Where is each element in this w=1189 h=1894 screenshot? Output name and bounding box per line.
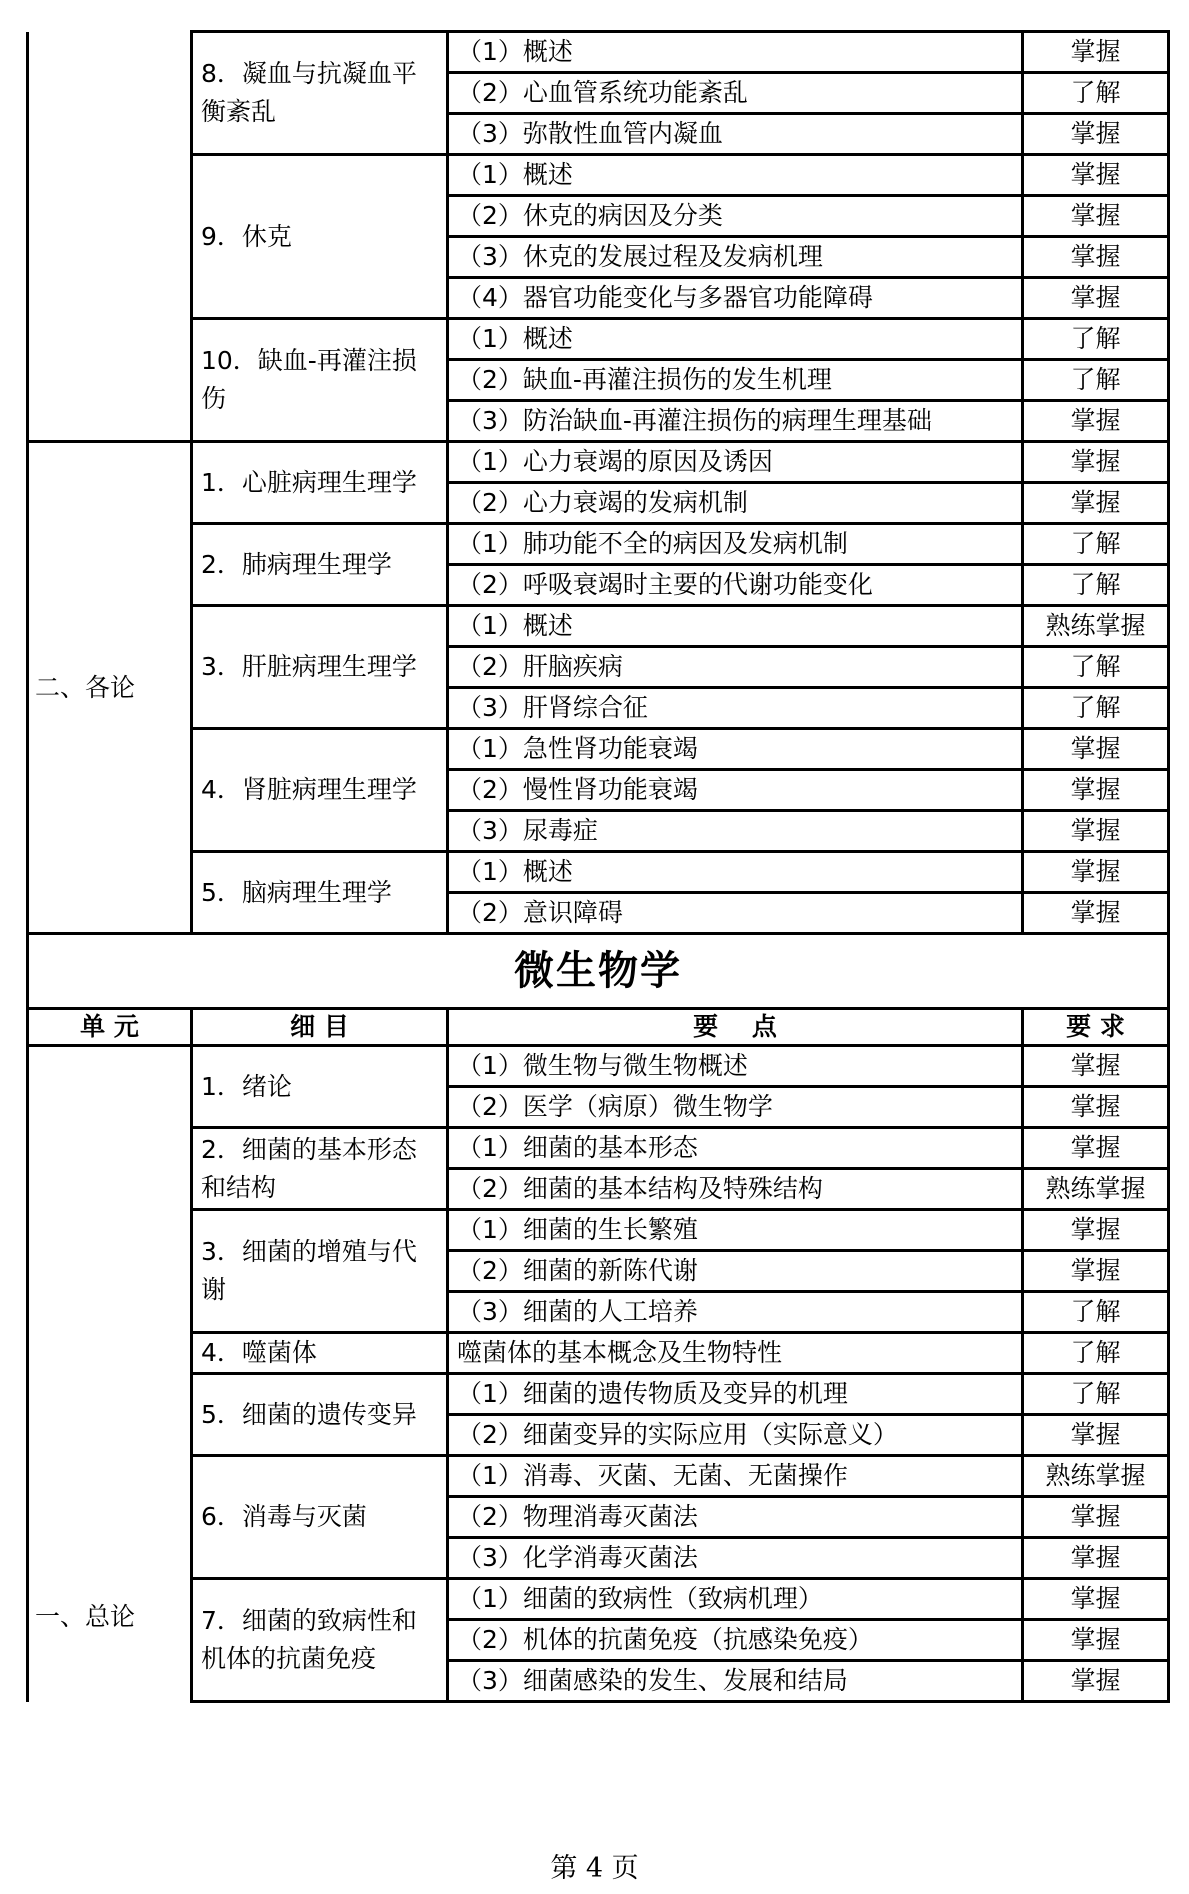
point-cell: （1）消毒、灭菌、无菌、无菌操作: [448, 1456, 1023, 1497]
requirement-cell: 掌握: [1023, 32, 1169, 73]
point-cell: （1）心力衰竭的原因及诱因: [448, 442, 1023, 483]
point-cell: （3）休克的发展过程及发病机理: [448, 237, 1023, 278]
point-cell: （2）呼吸衰竭时主要的代谢功能变化: [448, 565, 1023, 606]
point-cell: （4）器官功能变化与多器官功能障碍: [448, 278, 1023, 319]
syllabus-table: [26, 30, 1170, 1703]
table-row: [28, 852, 1169, 893]
table-row: [28, 524, 1169, 565]
point-cell: （1）概述: [448, 319, 1023, 360]
requirement-cell: 了解: [1023, 319, 1169, 360]
table-row: [28, 1128, 1169, 1169]
table-row: [28, 606, 1169, 647]
point-cell: （2）缺血-再灌注损伤的发生机理: [448, 360, 1023, 401]
unit-cell: 一、总论: [28, 1046, 192, 1702]
requirement-cell: 掌握: [1023, 1497, 1169, 1538]
requirement-cell: 掌握: [1023, 811, 1169, 852]
requirement-cell: 掌握: [1023, 1661, 1169, 1702]
detail-cell: 1．心脏病理生理学: [192, 442, 448, 524]
unit-cell: 二、各论: [28, 442, 192, 934]
section-title-row: [28, 934, 1169, 1009]
requirement-cell: 了解: [1023, 688, 1169, 729]
requirement-cell: 掌握: [1023, 114, 1169, 155]
table-row: [28, 442, 1169, 483]
section-title: 微生物学: [28, 934, 1169, 1009]
point-cell: （1）肺功能不全的病因及发病机制: [448, 524, 1023, 565]
detail-cell: 10．缺血-再灌注损伤: [192, 319, 448, 442]
requirement-cell: 掌握: [1023, 401, 1169, 442]
table-row: [28, 1579, 1169, 1620]
point-cell: （1）微生物与微生物概述: [448, 1046, 1023, 1087]
point-cell: （2）物理消毒灭菌法: [448, 1497, 1023, 1538]
point-cell: （3）防治缺血-再灌注损伤的病理生理基础: [448, 401, 1023, 442]
point-cell: 噬菌体的基本概念及生物特性: [448, 1333, 1023, 1374]
detail-cell: 3．细菌的增殖与代谢: [192, 1210, 448, 1333]
point-cell: （1）细菌的遗传物质及变异的机理: [448, 1374, 1023, 1415]
requirement-cell: 了解: [1023, 360, 1169, 401]
requirement-cell: 掌握: [1023, 1046, 1169, 1087]
point-cell: （2）医学（病原）微生物学: [448, 1087, 1023, 1128]
detail-cell: 6．消毒与灭菌: [192, 1456, 448, 1579]
point-cell: （2）意识障碍: [448, 893, 1023, 934]
point-cell: （2）心力衰竭的发病机制: [448, 483, 1023, 524]
requirement-cell: 掌握: [1023, 1415, 1169, 1456]
requirement-cell: 掌握: [1023, 729, 1169, 770]
point-cell: （3）化学消毒灭菌法: [448, 1538, 1023, 1579]
table-row: [28, 1374, 1169, 1415]
table-row: [28, 1456, 1169, 1497]
requirement-cell: 掌握: [1023, 1087, 1169, 1128]
point-cell: （3）弥散性血管内凝血: [448, 114, 1023, 155]
table-row: [28, 1333, 1169, 1374]
header-unit: 单 元: [28, 1009, 192, 1046]
point-cell: （2）细菌变异的实际应用（实际意义）: [448, 1415, 1023, 1456]
detail-cell: 3．肝脏病理生理学: [192, 606, 448, 729]
requirement-cell: 掌握: [1023, 1579, 1169, 1620]
detail-cell: 2．细菌的基本形态和结构: [192, 1128, 448, 1210]
requirement-cell: 掌握: [1023, 770, 1169, 811]
point-cell: （1）概述: [448, 155, 1023, 196]
point-cell: （1）概述: [448, 32, 1023, 73]
requirement-cell: 掌握: [1023, 278, 1169, 319]
detail-cell: 2．肺病理生理学: [192, 524, 448, 606]
table-row: [28, 1046, 1169, 1087]
requirement-cell: 掌握: [1023, 1620, 1169, 1661]
detail-cell: 5．脑病理生理学: [192, 852, 448, 934]
requirement-cell: 了解: [1023, 524, 1169, 565]
requirement-cell: 掌握: [1023, 893, 1169, 934]
requirement-cell: 了解: [1023, 1333, 1169, 1374]
point-cell: （2）休克的病因及分类: [448, 196, 1023, 237]
point-cell: （2）细菌的新陈代谢: [448, 1251, 1023, 1292]
requirement-cell: 熟练掌握: [1023, 1456, 1169, 1497]
point-cell: （2）肝脑疾病: [448, 647, 1023, 688]
point-cell: （2）心血管系统功能紊乱: [448, 73, 1023, 114]
table-row: [28, 1210, 1169, 1251]
table-row: [28, 319, 1169, 360]
point-cell: （1）细菌的基本形态: [448, 1128, 1023, 1169]
point-cell: （2）细菌的基本结构及特殊结构: [448, 1169, 1023, 1210]
point-cell: （1）概述: [448, 606, 1023, 647]
requirement-cell: 了解: [1023, 1292, 1169, 1333]
header-requirement: 要 求: [1023, 1009, 1169, 1046]
requirement-cell: 了解: [1023, 565, 1169, 606]
detail-cell: 9．休克: [192, 155, 448, 319]
requirement-cell: 掌握: [1023, 1210, 1169, 1251]
header-point: 要 点: [448, 1009, 1023, 1046]
requirement-cell: 掌握: [1023, 1538, 1169, 1579]
requirement-cell: 掌握: [1023, 852, 1169, 893]
detail-cell: 1．绪论: [192, 1046, 448, 1128]
requirement-cell: 掌握: [1023, 237, 1169, 278]
requirement-cell: 熟练掌握: [1023, 606, 1169, 647]
point-cell: （2）机体的抗菌免疫（抗感染免疫）: [448, 1620, 1023, 1661]
unit-cell-continued: [28, 32, 192, 442]
point-cell: （3）肝肾综合征: [448, 688, 1023, 729]
point-cell: （1）概述: [448, 852, 1023, 893]
point-cell: （1）急性肾功能衰竭: [448, 729, 1023, 770]
requirement-cell: 掌握: [1023, 442, 1169, 483]
requirement-cell: 掌握: [1023, 196, 1169, 237]
requirement-cell: 了解: [1023, 1374, 1169, 1415]
detail-cell: 4．噬菌体: [192, 1333, 448, 1374]
detail-cell: 7．细菌的致病性和机体的抗菌免疫: [192, 1579, 448, 1702]
page-number: 第 4 页: [550, 1853, 639, 1884]
point-cell: （1）细菌的生长繁殖: [448, 1210, 1023, 1251]
detail-cell: 4．肾脏病理生理学: [192, 729, 448, 852]
detail-cell: 5．细菌的遗传变异: [192, 1374, 448, 1456]
requirement-cell: 了解: [1023, 647, 1169, 688]
header-row: [28, 1009, 1169, 1046]
requirement-cell: 掌握: [1023, 1251, 1169, 1292]
requirement-cell: 熟练掌握: [1023, 1169, 1169, 1210]
point-cell: （3）细菌感染的发生、发展和结局: [448, 1661, 1023, 1702]
table-row: [28, 155, 1169, 196]
requirement-cell: 掌握: [1023, 483, 1169, 524]
table-row: [28, 32, 1169, 73]
point-cell: （1）细菌的致病性（致病机理）: [448, 1579, 1023, 1620]
point-cell: （2）慢性肾功能衰竭: [448, 770, 1023, 811]
requirement-cell: 了解: [1023, 73, 1169, 114]
table-row: [28, 729, 1169, 770]
header-detail: 细 目: [192, 1009, 448, 1046]
point-cell: （3）细菌的人工培养: [448, 1292, 1023, 1333]
requirement-cell: 掌握: [1023, 1128, 1169, 1169]
detail-cell: 8．凝血与抗凝血平衡紊乱: [192, 32, 448, 155]
point-cell: （3）尿毒症: [448, 811, 1023, 852]
requirement-cell: 掌握: [1023, 155, 1169, 196]
